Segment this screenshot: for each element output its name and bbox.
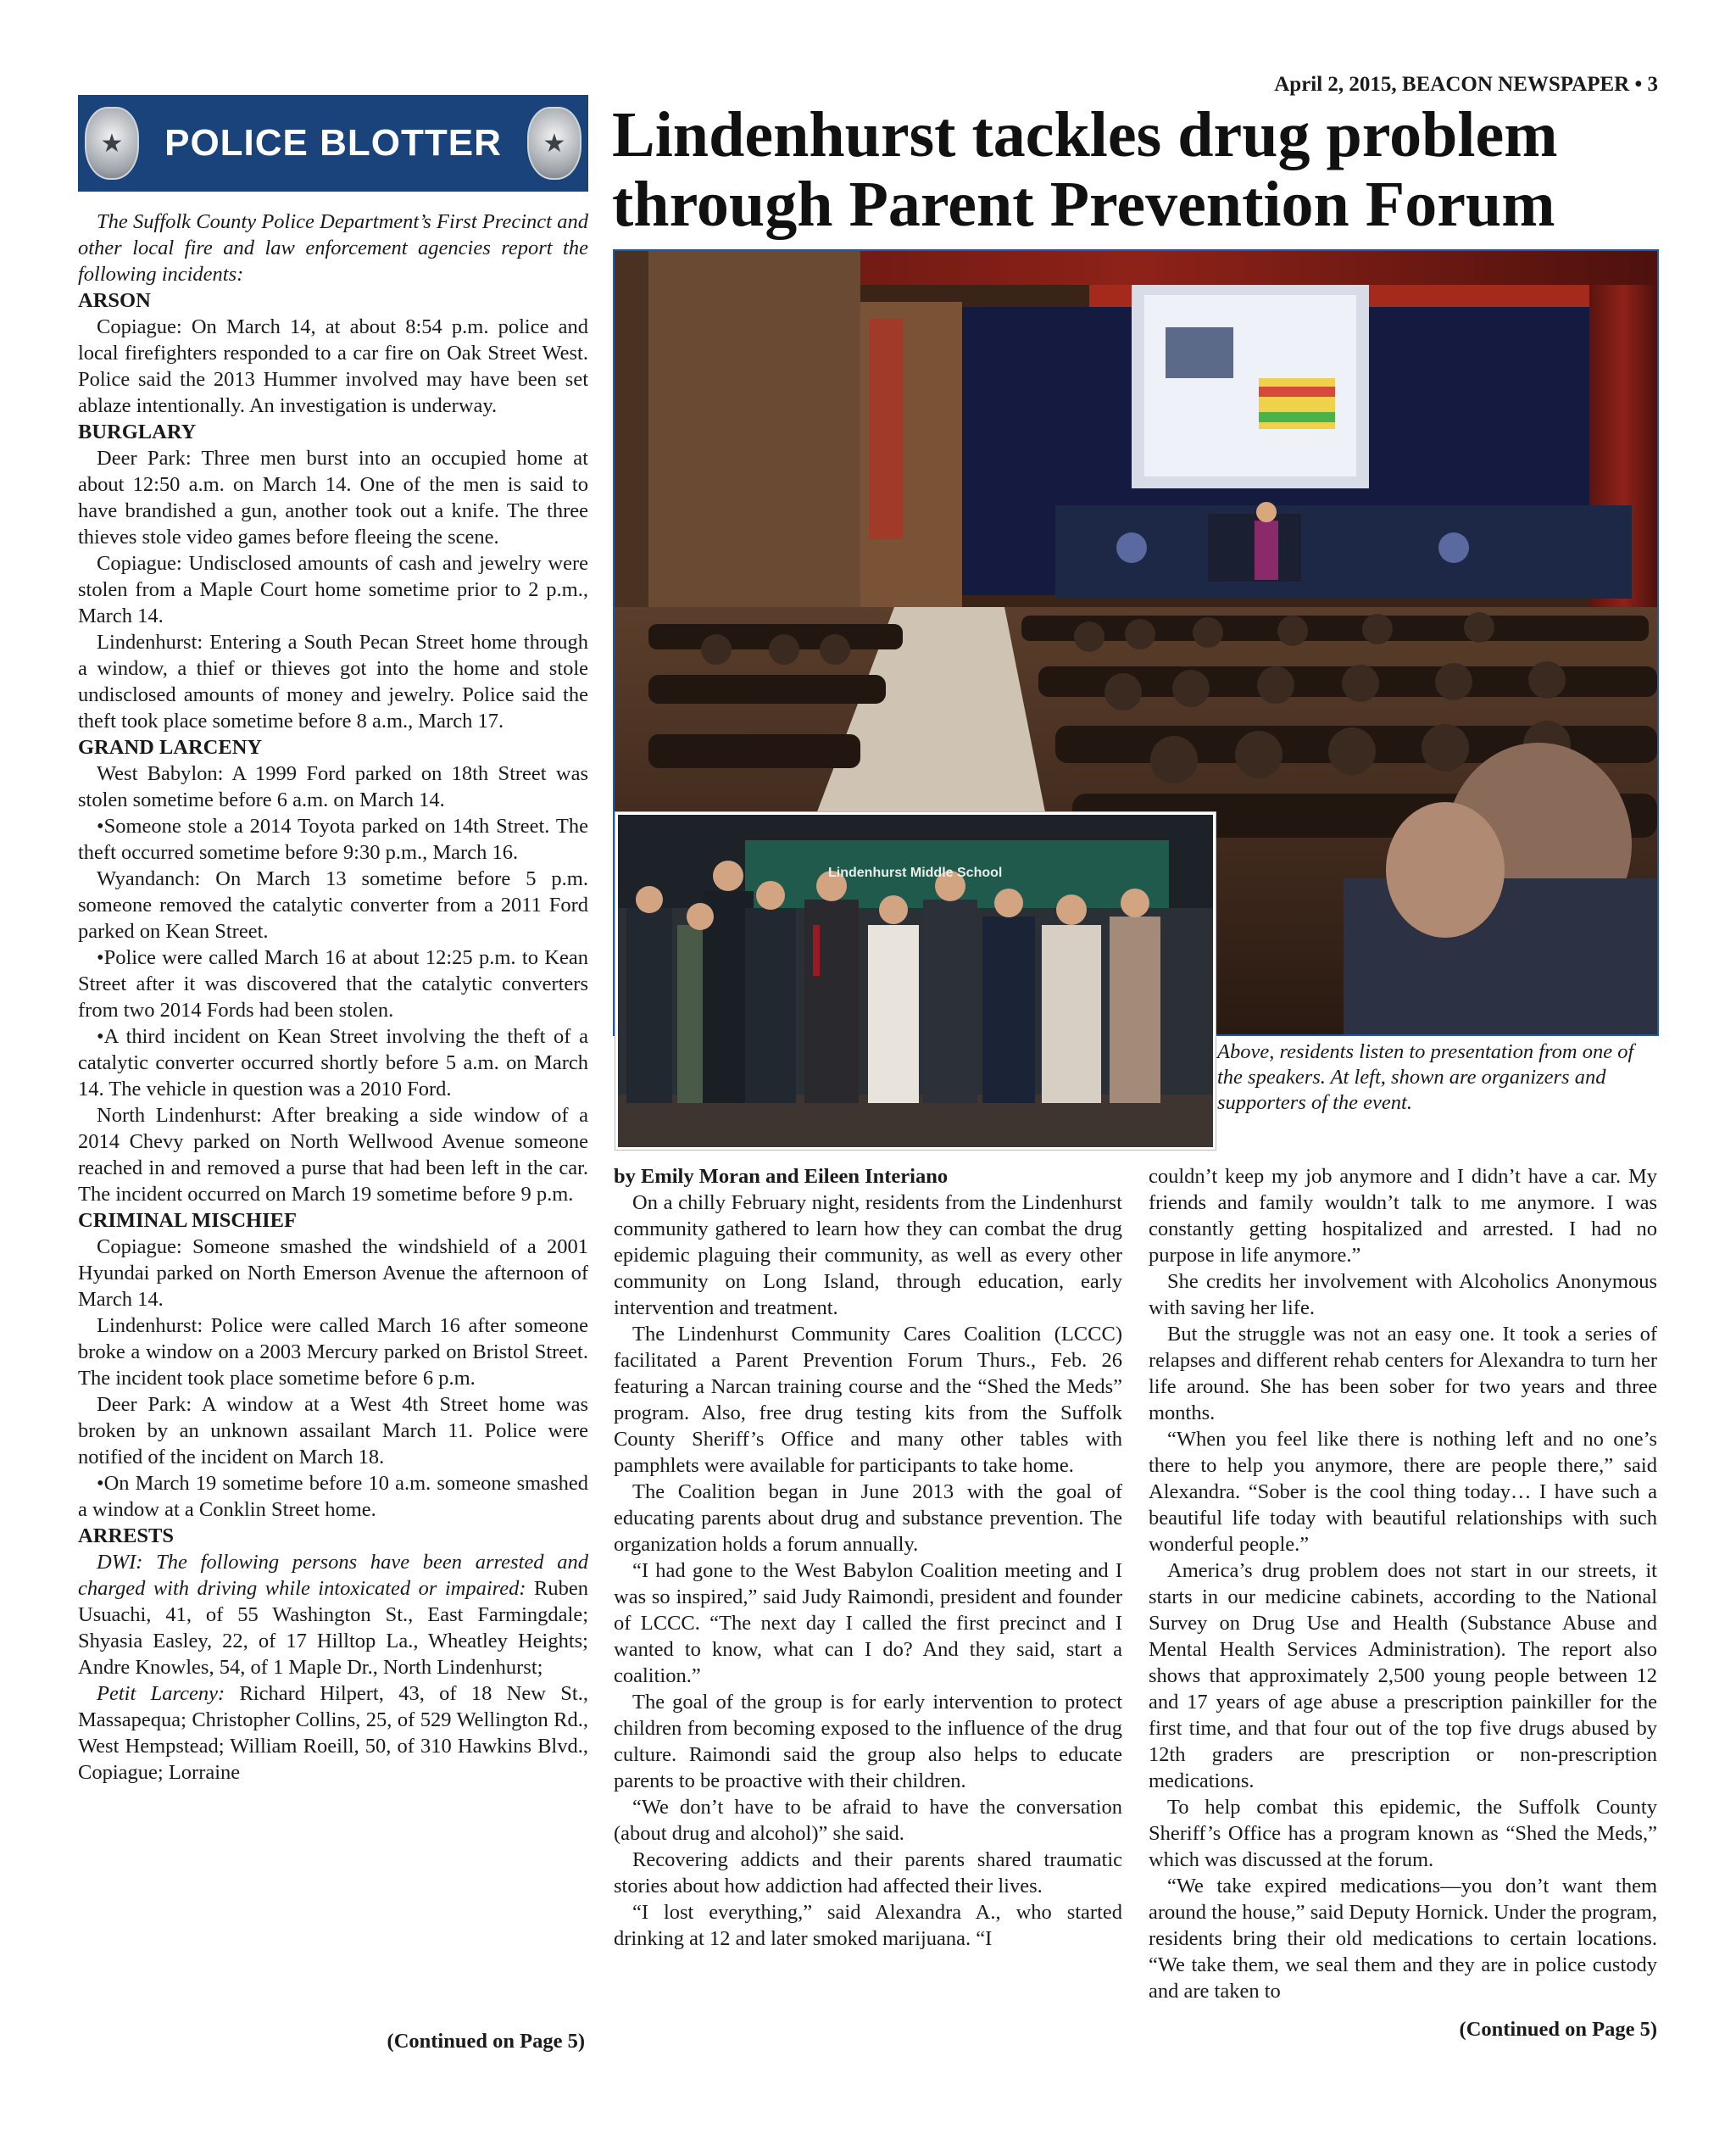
blotter-item: •Someone stole a 2014 Toyota parked on 14th Street. The theft occurred sometime before 9:30 p.m., March 16.	[78, 815, 588, 864]
article-paragraph: Recovering addicts and their parents shared traumatic stories about how addiction had affected their lives.	[614, 1848, 1122, 1897]
police-badge-icon: ★	[85, 107, 139, 180]
page-folio: April 2, 2015, BEACON NEWSPAPER • 3	[1274, 73, 1658, 96]
blotter-item: Copiague: On March 14, at about 8:54 p.m. police and local firefighters responded to a car fire on Oak Street West. Police said the 2013 Hummer involved may have been set ablaze intentionally. An investigation is underway.	[78, 315, 588, 417]
article-paragraph: The goal of the group is for early intervention to protect children from becoming exposed to the influence of the drug culture. Raimondi said the group also helps to educate parents to be proactive with their children.	[614, 1691, 1122, 1792]
article-paragraph: But the struggle was not an easy one. It took a series of relapses and different rehab centers for Alexandra to turn her life around. She has been sober for two years and three months.	[1149, 1323, 1657, 1424]
blotter-item: Deer Park: Three men burst into an occupied home at about 12:50 a.m. on March 14. One of the men is said to have brandished a gun, another took out a knife. The three thieves stole video games before fleeing the scene.	[78, 447, 588, 549]
dwi-label: DWI: The following persons have been arrested and charged with driving while intoxicated or impaired:	[78, 1551, 588, 1600]
petit-larceny-label: Petit Larceny:	[97, 1682, 225, 1705]
article-headline: Lindenhurst tackles drug problem through Parent Prevention Forum	[612, 99, 1558, 240]
article-paragraph: “We don’t have to be afraid to have the conversation (about drug and alcohol)” she said.	[614, 1796, 1122, 1845]
arrests-dwi	[78, 1549, 588, 1680]
article-byline: by Emily Moran and Eileen Interiano	[614, 1165, 949, 1188]
petit-larceny-names: Richard Hilpert, 43, of 18 New St., Massapequa; Christopher Collins, 25, of 529 Wellington Rd., West Hempstead; William Roeill, 50, of 310 Hawkins Blvd., Copiague; Lorraine	[78, 1682, 588, 1784]
organizers-photo	[615, 812, 1216, 1150]
blotter-item: North Lindenhurst: After breaking a side window of a 2014 Chevy parked on North Wellwood Avenue someone reached in and removed a purse that had been left in the car. The incident occurred on March 19 sometime before 9 p.m.	[78, 1104, 588, 1206]
article-paragraph: couldn’t keep my job anymore and I didn’t have a car. My friends and family wouldn’t talk to me anymore. I was constantly getting hospitalized and arrested. I had no purpose in life anymore.”	[1149, 1165, 1657, 1267]
arrests-petit-larceny	[78, 1680, 588, 1786]
blotter-item: Lindenhurst: Police were called March 16 after someone broke a window on a 2003 Mercury parked on Bristol Street. The incident took place sometime before 6 p.m.	[78, 1314, 588, 1390]
article-paragraph: “We take expired medications—you don’t want them around the house,” said Deputy Hornick. Under the program, residents bring their old medications to certain locations. “We take them, we seal them and they are in police custody and are taken to	[1149, 1875, 1657, 2003]
blotter-item: •On March 19 sometime before 10 a.m. someone smashed a window at a Conklin Street home.	[78, 1472, 588, 1521]
blotter-item: Copiague: Undisclosed amounts of cash and jewelry were stolen from a Maple Court home sometime prior to 2 p.m., March 14.	[78, 552, 588, 627]
blotter-item: West Babylon: A 1999 Ford parked on 18th Street was stolen sometime before 6 a.m. on March 14.	[78, 762, 588, 811]
article-column-1	[614, 1163, 1122, 1952]
police-blotter-title: POLICE BLOTTER	[164, 122, 502, 164]
police-badge-icon: ★	[527, 107, 581, 180]
article-continued: (Continued on Page 5)	[1459, 2018, 1657, 2041]
blotter-item: •A third incident on Kean Street involving the theft of a catalytic converter occurred shortly before 5 a.m. on March 14. The vehicle in question was a 2010 Ford.	[78, 1025, 588, 1101]
school-banner-text: Lindenhurst Middle School	[828, 866, 1003, 880]
article-paragraph: “When you feel like there is nothing left and no one’s there to help you anymore, there are people there,” said Alexandra. “Sober is the cool thing today… I have such a beautiful life today with beautiful relationships with such wonderful people.”	[1149, 1428, 1657, 1556]
section-heading-criminal-mischief: CRIMINAL MISCHIEF	[78, 1209, 297, 1232]
section-heading-arson: ARSON	[78, 289, 151, 312]
police-blotter-column	[78, 209, 588, 1786]
section-heading-arrests: ARRESTS	[78, 1524, 175, 1547]
dwi-names: Ruben Usuachi, 41, of 55 Washington St., East Farmingdale; Shyasia Easley, 22, of 17 Hilltop La., Wheatley Heights; Andre Knowles, 54, of 1 Maple Dr., North Lindenhurst;	[78, 1577, 589, 1679]
article-paragraph: The Lindenhurst Community Cares Coalition (LCCC) facilitated a Parent Prevention Forum Thurs., Feb. 26 featuring a Narcan training course and the “Shed the Meds” program. Also, free drug testing kits from the Suffolk County Sheriff’s Office and many other tables with pamphlets were available for participants to take home.	[614, 1323, 1122, 1477]
article-paragraph: On a chilly February night, residents from the Lindenhurst community gathered to learn how they can combat the drug epidemic plaguing their community, as well as every other community on Long Island, through education, early intervention and treatment.	[614, 1191, 1122, 1319]
blotter-continued: (Continued on Page 5)	[387, 2030, 585, 2053]
article-paragraph: The Coalition began in June 2013 with the goal of educating parents about drug and substance prevention. The organization holds a forum annually.	[614, 1480, 1122, 1556]
blotter-item: Lindenhurst: Entering a South Pecan Street home through a window, a thief or thieves got into the home and stole undisclosed amounts of money and jewelry. Police said the theft took place sometime before 8 a.m., March 17.	[78, 631, 588, 733]
blotter-item: Copiague: Someone smashed the windshield of a 2001 Hyundai parked on North Emerson Avenue the afternoon of March 14.	[78, 1235, 588, 1311]
article-paragraph: “I had gone to the West Babylon Coalition meeting and I was so inspired,” said Judy Raimondi, president and founder of LCCC. “The next day I called the first precinct and I wanted to know, what can I do? And they said, start a coalition.”	[614, 1559, 1122, 1687]
section-heading-grand-larceny: GRAND LARCENY	[78, 736, 263, 759]
blotter-item: •Police were called March 16 at about 12:25 p.m. to Kean Street after it was discovered that the catalytic converters from two 2014 Fords had been stolen.	[78, 946, 588, 1022]
police-blotter-banner	[78, 95, 588, 192]
article-paragraph: To help combat this epidemic, the Suffolk County Sheriff’s Office has a program known as “Shed the Meds,” which was discussed at the forum.	[1149, 1796, 1657, 1871]
section-heading-burglary: BURGLARY	[78, 421, 197, 443]
blotter-intro: The Suffolk County Police Department’s First Precinct and other local fire and law enforcement agencies report the following incidents:	[78, 210, 588, 286]
blotter-item: Deer Park: A window at a West 4th Street home was broken by an unknown assailant March 11. Police were notified of the incident on March 18.	[78, 1393, 588, 1468]
blotter-item: Wyandanch: On March 13 sometime before 5 p.m. someone removed the catalytic converter from a 2011 Ford parked on Kean Street.	[78, 867, 588, 943]
article-paragraph: She credits her involvement with Alcoholics Anonymous with saving her life.	[1149, 1270, 1657, 1319]
article-column-2	[1149, 1163, 1657, 2004]
article-paragraph: “I lost everything,” said Alexandra A., who started drinking at 12 and later smoked marijuana. “I	[614, 1901, 1122, 1950]
photo-caption: Above, residents listen to presentation from one of the speakers. At left, shown are organizers and supporters of the event.	[1217, 1040, 1634, 1114]
article-paragraph: America’s drug problem does not start in our streets, it starts in our medicine cabinets, according to the National Survey on Drug Use and Health (Substance Abuse and Mental Health Services Administration). The report also shows that approximately 2,500 young people between 12 and 17 years of age abuse a prescription painkiller for the first time, and that four out of the top five drugs abused by 12th graders are prescription or non-prescription medications.	[1149, 1559, 1657, 1792]
